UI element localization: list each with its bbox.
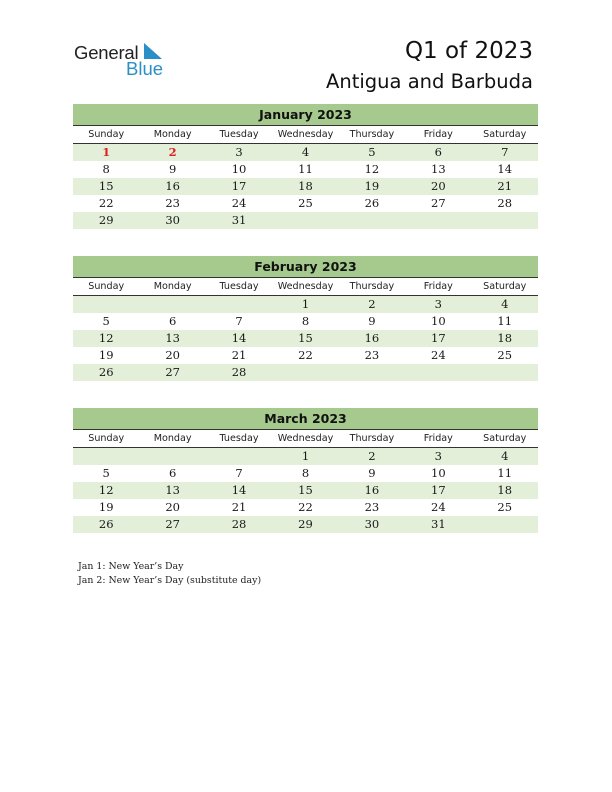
- weekday-label: Tuesday: [219, 433, 259, 444]
- day-cell: 26: [98, 517, 114, 531]
- month-calendar: [73, 104, 538, 229]
- weekday-label: Saturday: [483, 281, 527, 292]
- day-cell: 30: [165, 213, 180, 227]
- day-cell: 8: [301, 466, 310, 480]
- day-cell: 25: [497, 500, 513, 514]
- week-row: [73, 161, 538, 178]
- day-cell: 28: [231, 517, 247, 531]
- day-cell: 7: [501, 145, 509, 159]
- day-cell: 25: [298, 196, 313, 210]
- day-cell: 12: [98, 331, 114, 345]
- weekday-label: Wednesday: [277, 129, 334, 140]
- weekday-label: Tuesday: [219, 129, 259, 140]
- empty-day-cell: [472, 212, 538, 229]
- empty-day-cell: [339, 212, 405, 229]
- empty-day-cell: [139, 448, 205, 465]
- week-row: [73, 144, 538, 161]
- day-cell: 7: [235, 314, 243, 328]
- empty-day-cell: [206, 448, 272, 465]
- logo: [74, 42, 174, 78]
- day-cell: 29: [298, 517, 313, 531]
- day-cell: 22: [98, 196, 114, 210]
- empty-day-cell: [73, 296, 139, 313]
- weekday-label: Thursday: [349, 129, 395, 140]
- week-row: [73, 330, 538, 347]
- day-cell: 24: [231, 196, 247, 210]
- day-cell: 1: [102, 145, 111, 159]
- week-row: [73, 499, 538, 516]
- month-header: March 2023: [73, 408, 538, 430]
- empty-day-cell: [405, 212, 471, 229]
- country-title: Antigua and Barbuda: [326, 70, 533, 93]
- day-cell: 18: [497, 331, 513, 345]
- day-cell: 19: [98, 500, 114, 514]
- weekday-header-row: [73, 430, 538, 448]
- day-cell: 21: [497, 179, 513, 193]
- day-cell: 3: [434, 297, 442, 311]
- day-cell: 17: [431, 483, 446, 497]
- week-row: [73, 516, 538, 533]
- month-header: January 2023: [73, 104, 538, 126]
- day-cell: 24: [431, 348, 446, 362]
- day-cell: 4: [501, 297, 509, 311]
- day-cell: 23: [364, 500, 380, 514]
- day-cell: 1: [301, 449, 310, 463]
- day-cell: 3: [235, 145, 243, 159]
- weekday-header-row: [73, 126, 538, 144]
- day-cell: 20: [165, 348, 180, 362]
- day-cell: 17: [431, 331, 446, 345]
- weekday-label: Thursday: [349, 433, 395, 444]
- empty-day-cell: [405, 364, 471, 381]
- day-cell: 31: [431, 517, 446, 531]
- day-cell: 2: [368, 449, 376, 463]
- week-row: [73, 364, 538, 381]
- month-calendar: [73, 408, 538, 533]
- empty-day-cell: [272, 212, 338, 229]
- empty-day-cell: [472, 516, 538, 533]
- week-row: [73, 347, 538, 364]
- day-cell: 21: [231, 348, 247, 362]
- day-cell: 23: [364, 348, 380, 362]
- day-cell: 11: [497, 466, 513, 480]
- day-cell: 22: [298, 348, 313, 362]
- day-cell: 12: [98, 483, 114, 497]
- day-cell: 26: [364, 196, 380, 210]
- day-cell: 4: [501, 449, 509, 463]
- day-cell: 14: [231, 331, 247, 345]
- month-calendar: [73, 256, 538, 381]
- day-cell: 5: [102, 314, 110, 328]
- empty-day-cell: [472, 364, 538, 381]
- day-cell: 18: [497, 483, 513, 497]
- weekday-label: Friday: [423, 129, 453, 140]
- day-cell: 13: [165, 331, 180, 345]
- empty-day-cell: [272, 364, 338, 381]
- weekday-label: Sunday: [88, 129, 125, 140]
- day-cell: 14: [497, 162, 513, 176]
- day-cell: 10: [431, 466, 446, 480]
- weekday-label: Saturday: [483, 129, 527, 140]
- day-cell: 20: [165, 500, 180, 514]
- weekday-label: Saturday: [483, 433, 527, 444]
- day-cell: 26: [98, 365, 114, 379]
- day-cell: 27: [431, 196, 446, 210]
- week-row: [73, 465, 538, 482]
- day-cell: 17: [231, 179, 247, 193]
- day-cell: 10: [431, 314, 446, 328]
- day-cell: 4: [301, 145, 310, 159]
- weekday-label: Tuesday: [219, 281, 259, 292]
- day-cell: 1: [301, 297, 310, 311]
- day-cell: 22: [298, 500, 313, 514]
- day-cell: 23: [165, 196, 180, 210]
- day-cell: 19: [364, 179, 380, 193]
- day-cell: 5: [368, 145, 376, 159]
- empty-day-cell: [139, 296, 205, 313]
- weekday-header-row: [73, 278, 538, 296]
- week-row: [73, 178, 538, 195]
- day-cell: 6: [168, 466, 177, 480]
- day-cell: 29: [98, 213, 114, 227]
- day-cell: 13: [431, 162, 446, 176]
- day-cell: 9: [368, 466, 376, 480]
- day-cell: 13: [165, 483, 180, 497]
- day-cell: 30: [364, 517, 380, 531]
- day-cell: 11: [497, 314, 513, 328]
- day-cell: 3: [434, 449, 442, 463]
- empty-day-cell: [73, 448, 139, 465]
- day-cell: 31: [231, 213, 247, 227]
- holiday-notes: [78, 560, 261, 587]
- day-cell: 16: [364, 331, 380, 345]
- day-cell: 6: [168, 314, 177, 328]
- month-header: February 2023: [73, 256, 538, 278]
- day-cell: 8: [102, 162, 110, 176]
- day-cell: 7: [235, 466, 243, 480]
- day-cell: 18: [298, 179, 313, 193]
- day-cell: 12: [364, 162, 380, 176]
- weekday-label: Sunday: [88, 281, 125, 292]
- day-cell: 16: [364, 483, 380, 497]
- day-cell: 21: [231, 500, 247, 514]
- day-cell: 2: [368, 297, 376, 311]
- day-cell: 28: [497, 196, 513, 210]
- weekday-label: Friday: [423, 433, 453, 444]
- holiday-note: Jan 2: New Year’s Day (substitute day): [78, 574, 262, 586]
- day-cell: 27: [165, 517, 180, 531]
- day-cell: 9: [168, 162, 177, 176]
- day-cell: 24: [431, 500, 446, 514]
- empty-day-cell: [339, 364, 405, 381]
- week-row: [73, 195, 538, 212]
- day-cell: 8: [301, 314, 310, 328]
- day-cell: 15: [98, 179, 114, 193]
- day-cell: 27: [165, 365, 180, 379]
- weekday-label: Thursday: [349, 281, 395, 292]
- day-cell: 16: [165, 179, 180, 193]
- day-cell: 11: [298, 162, 313, 176]
- day-cell: 20: [431, 179, 446, 193]
- weekday-label: Monday: [153, 281, 192, 292]
- week-row: [73, 296, 538, 313]
- day-cell: 5: [102, 466, 110, 480]
- logo-general-text: General: [74, 42, 139, 63]
- day-cell: 25: [497, 348, 513, 362]
- weekday-label: Sunday: [88, 433, 125, 444]
- week-row: [73, 313, 538, 330]
- day-cell: 19: [98, 348, 114, 362]
- holiday-note: Jan 1: New Year’s Day: [78, 561, 184, 572]
- page-title: Q1 of 2023: [404, 38, 533, 64]
- logo-blue-text: Blue: [126, 58, 164, 79]
- weekday-label: Wednesday: [277, 281, 334, 292]
- week-row: [73, 482, 538, 499]
- day-cell: 15: [298, 331, 313, 345]
- weekday-label: Friday: [423, 281, 453, 292]
- week-row: [73, 448, 538, 465]
- day-cell: 14: [231, 483, 247, 497]
- weekday-label: Monday: [153, 129, 192, 140]
- empty-day-cell: [206, 296, 272, 313]
- day-cell: 9: [368, 314, 376, 328]
- weekday-label: Wednesday: [277, 433, 334, 444]
- weekday-label: Monday: [153, 433, 192, 444]
- day-cell: 15: [298, 483, 313, 497]
- week-row: [73, 212, 538, 229]
- day-cell: 6: [434, 145, 442, 159]
- day-cell: 28: [231, 365, 247, 379]
- day-cell: 2: [168, 145, 177, 159]
- day-cell: 10: [231, 162, 247, 176]
